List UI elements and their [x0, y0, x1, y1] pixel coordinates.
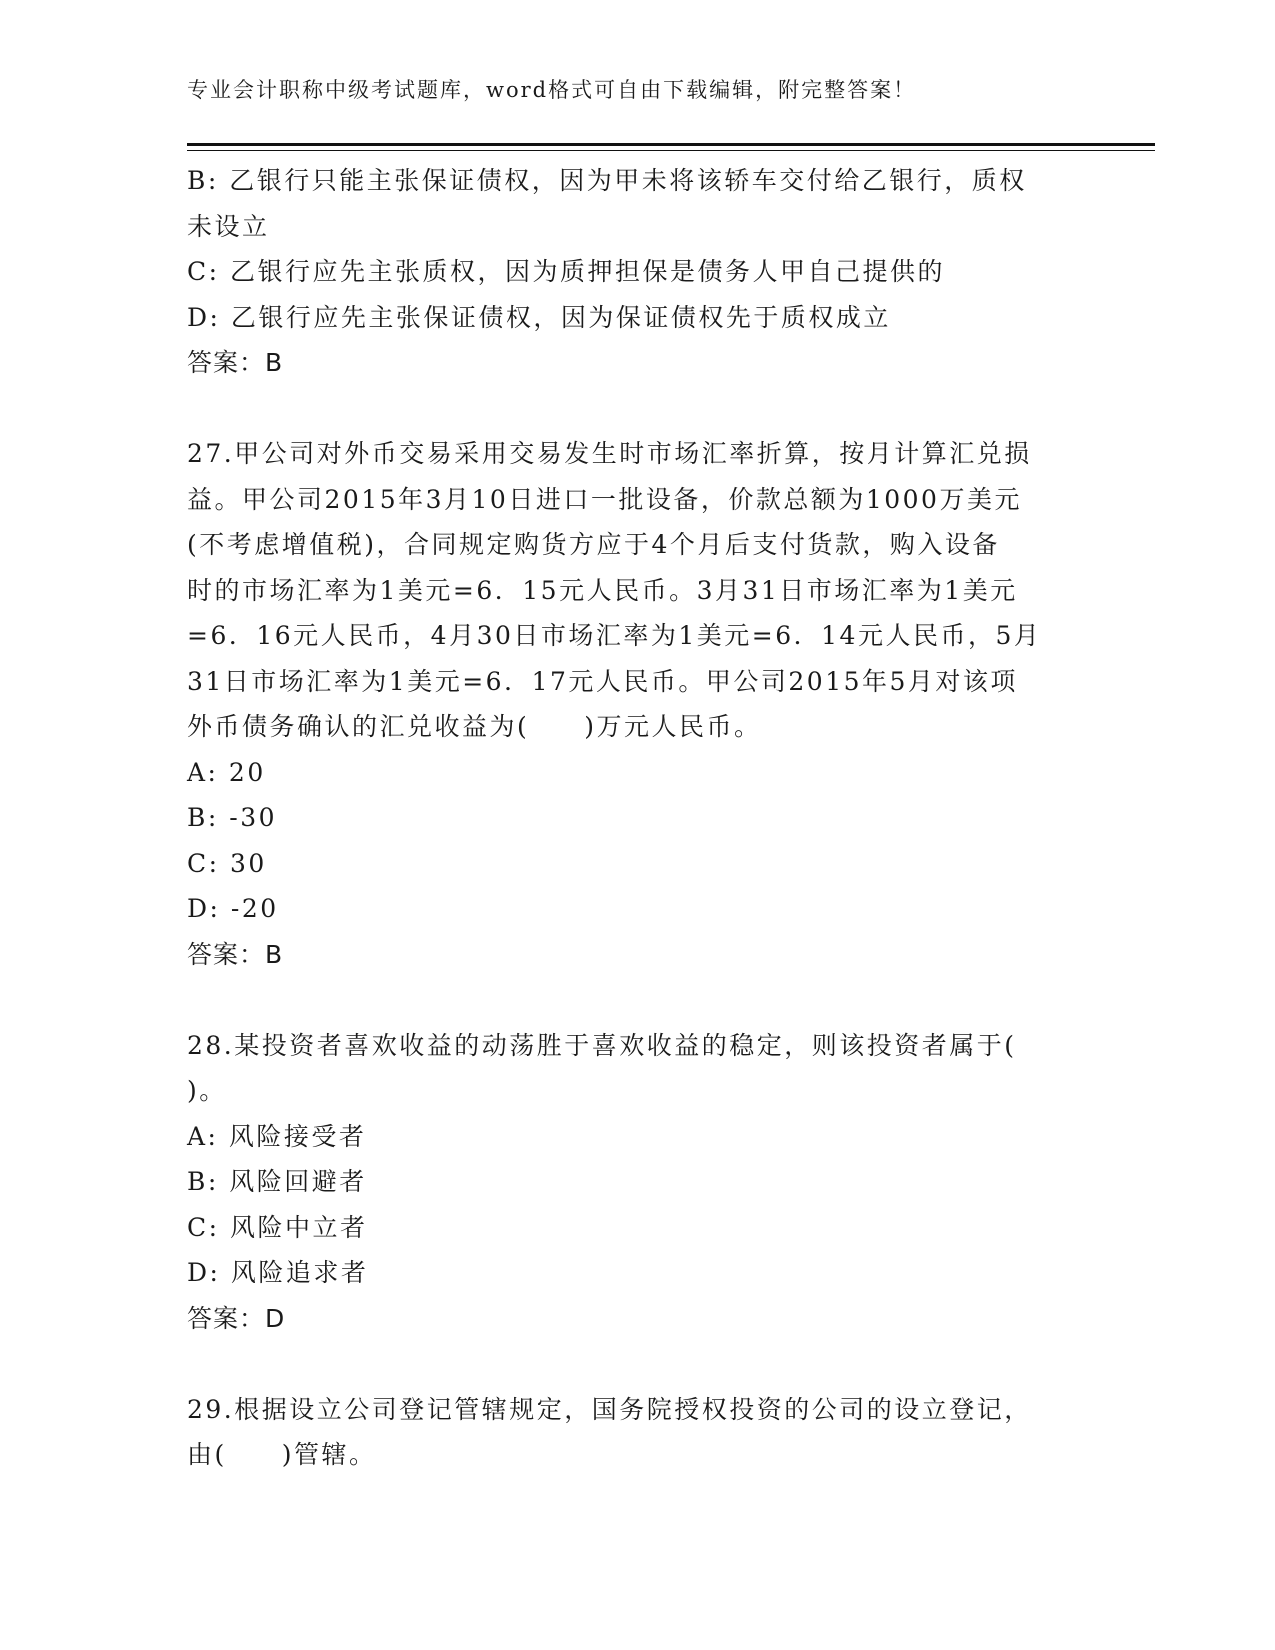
question-stem-line: 益。甲公司2015年3月10日进口一批设备，价款总额为1000万美元: [187, 484, 1022, 514]
header-rule-thick: [187, 143, 1155, 146]
option-b: B: 风险回避者: [187, 1167, 367, 1196]
option-a: A: 20: [187, 757, 266, 787]
answer-line: 答案：D: [187, 1303, 286, 1333]
spacer: [187, 977, 1067, 1023]
option-d: D: -20: [187, 894, 279, 923]
question-26-tail: [187, 158, 1067, 386]
question-stem-line: 时的市场汇率为1美元=6．15元人民币。3月31日市场汇率为1美元: [187, 575, 1018, 605]
page-header: 专业会计职称中级考试题库，word格式可自由下载编辑，附完整答案！: [187, 78, 917, 102]
spacer: [187, 1341, 1067, 1387]
option-b: B: -30: [187, 803, 277, 832]
option-a: A: 风险接受者: [187, 1121, 367, 1151]
option-line: D: 乙银行应先主张保证债权，因为保证债权先于质权成立: [187, 302, 891, 332]
question-29: [187, 1387, 1067, 1478]
question-27: [187, 431, 1067, 977]
question-stem-line: (不考虑增值税)，合同规定购货方应于4个月后支付货款，购入设备: [187, 530, 1000, 559]
option-c: C: 30: [187, 848, 267, 878]
option-c: C: 风险中立者: [187, 1212, 368, 1242]
option-line: C: 乙银行应先主张质权，因为质押担保是债务人甲自己提供的: [187, 257, 946, 286]
question-stem-line: )。: [187, 1076, 227, 1105]
question-28: [187, 1023, 1067, 1342]
option-line: 未设立: [187, 211, 270, 241]
header-rule-thin: [187, 150, 1155, 151]
answer-line: 答案：B: [187, 939, 284, 969]
question-stem-line: 31日市场汇率为1美元=6．17元人民币。甲公司2015年5月对该项: [187, 666, 1018, 696]
question-stem-line: 29.根据设立公司登记管辖规定，国务院授权投资的公司的设立登记，: [187, 1394, 1032, 1424]
option-line: B: 乙银行只能主张保证债权，因为甲未将该轿车交付给乙银行，质权: [187, 166, 1027, 195]
question-stem-line: 27.甲公司对外币交易采用交易发生时市场汇率折算，按月计算汇兑损: [187, 439, 1032, 468]
answer-line: 答案：B: [187, 348, 284, 377]
question-stem-line: =6．16元人民币，4月30日市场汇率为1美元=6．14元人民币，5月: [187, 621, 1042, 650]
question-stem-line: 28.某投资者喜欢收益的动荡胜于喜欢收益的稳定，则该投资者属于(: [187, 1030, 1017, 1060]
question-stem-line: 由( )管辖。: [187, 1440, 377, 1469]
question-stem-line: 外币债务确认的汇兑收益为( )万元人民币。: [187, 712, 762, 741]
spacer: [187, 386, 1067, 432]
option-d: D: 风险追求者: [187, 1258, 369, 1287]
document-body: [187, 158, 1067, 1478]
